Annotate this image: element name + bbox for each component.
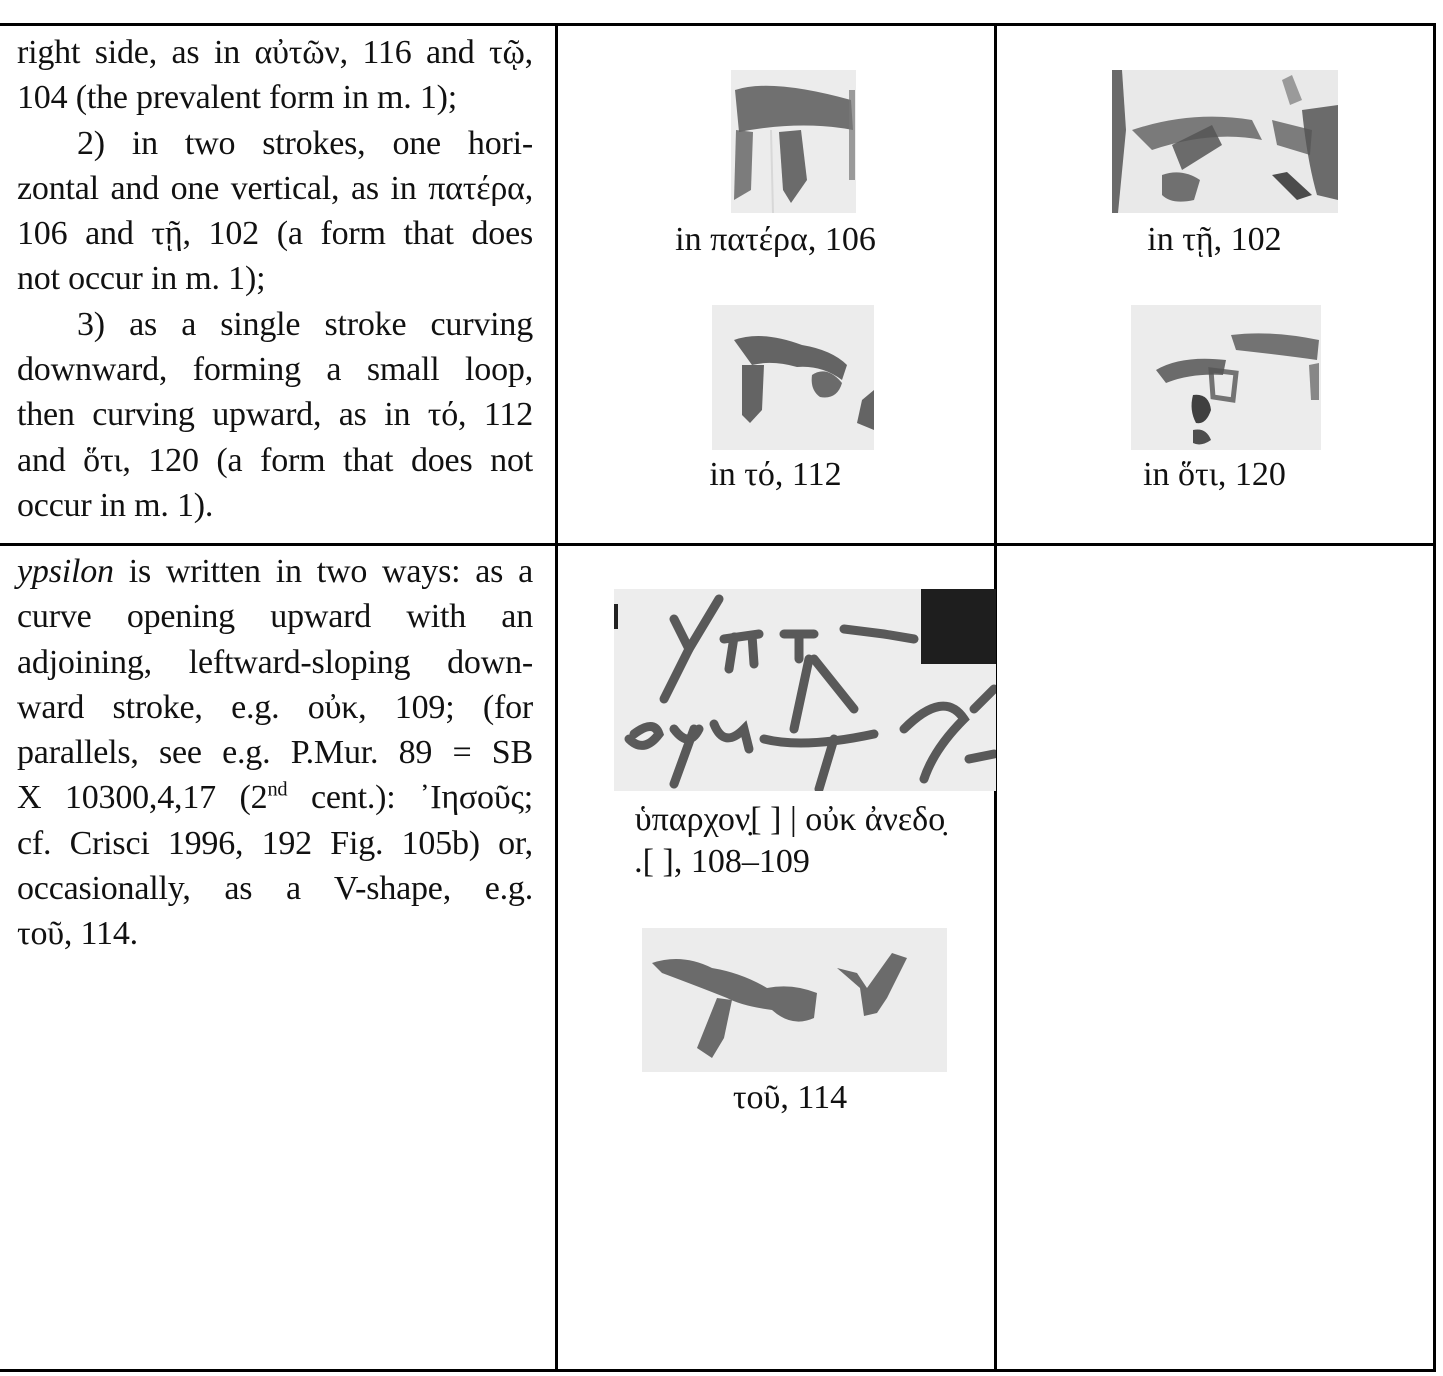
text-line: then curving upward, as in τό, 112: [17, 396, 533, 434]
text-line: curve opening upward with an: [17, 598, 533, 636]
table-bottom-border: [0, 1369, 555, 1372]
text-line: parallels, see e.g. P.Mur. 89 = SB: [17, 734, 533, 772]
papyrus-image-hyparchon: [614, 589, 996, 791]
figure-caption: τοῦ, 114: [732, 1079, 848, 1116]
superscript: nd: [267, 779, 288, 802]
figure-caption: in τῇ, 102: [1147, 221, 1282, 258]
text-line: [17, 775, 533, 820]
term-ypsilon: ypsilon: [17, 553, 114, 590]
row2-description: [17, 549, 533, 957]
text-span: X 10300,4,17 (2: [17, 779, 268, 817]
text-line: cf. Crisci 1996, 192 Fig. 105b) or,: [17, 824, 533, 862]
table-right-border: [1433, 23, 1436, 1372]
table-row-divider: [0, 543, 1436, 546]
papyrus-image-patera: [731, 70, 856, 213]
text-line: [17, 549, 533, 594]
figure-caption: ὑπαρχον̣[ ] | οὐκ ἀνεδο̣: [634, 801, 946, 838]
text-line: not occur in m. 1);: [17, 260, 266, 298]
papyrus-image-to: [712, 305, 874, 450]
table-top-border: [0, 23, 1436, 26]
text-line: 104 (the prevalent form in m. 1);: [17, 79, 457, 117]
text-span: is written in two ways: as a: [113, 553, 533, 590]
text-line: and ὅτι, 120 (a form that does not: [17, 441, 533, 479]
figure-caption: in ὅτι, 120: [1143, 456, 1286, 493]
text-line: adjoining, leftward-sloping down-: [17, 643, 533, 681]
papyrus-image-te: [1112, 70, 1338, 213]
text-line: ward stroke, e.g. οὐκ, 109; (for: [17, 688, 533, 726]
papyrus-image-hoti: [1131, 305, 1321, 450]
text-line: 106 and τῇ, 102 (a form that does: [17, 215, 533, 253]
row1-description: [17, 30, 533, 528]
text-line: occur in m. 1).: [17, 486, 214, 524]
text-line: downward, forming a small loop,: [17, 351, 533, 389]
text-line: zontal and one vertical, as in πατέρα,: [17, 169, 533, 207]
papyrus-image-tou: [642, 928, 947, 1072]
text-line: occasionally, as a V-shape, e.g.: [17, 870, 533, 908]
text-line: right side, as in αὐτῶν, 116 and τῷ,: [17, 34, 533, 71]
figure-caption: in τό, 112: [709, 456, 842, 493]
text-line: 2) in two strokes, one hori-: [77, 124, 533, 162]
text-line: 3) as a single stroke curving: [77, 305, 533, 343]
figure-caption: .[ ], 108–109: [634, 843, 810, 880]
text-span: cent.): ᾿Ιησοῦς;: [287, 779, 533, 817]
text-line: τοῦ, 114.: [17, 915, 138, 953]
figure-caption: in πατέρα, 106: [675, 221, 876, 258]
